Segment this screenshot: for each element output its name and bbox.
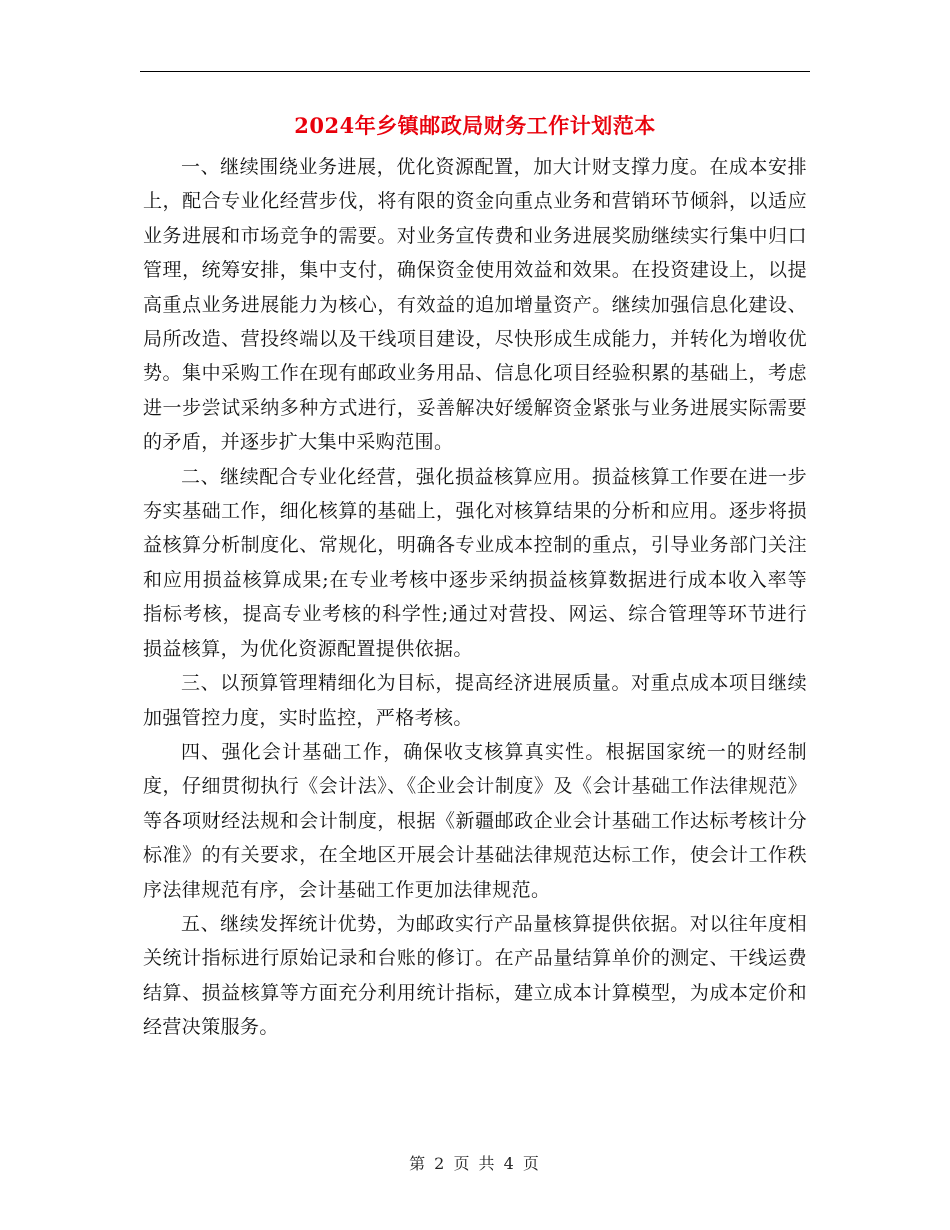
page-number: 第 2 页 共 4 页 xyxy=(409,1154,541,1173)
paragraph-4: 四、强化会计基础工作，确保收支核算真实性。根据国家统一的财经制度，仔细贯彻执行《会计法》、《企业会计制度》及《会计基础工作法律规范》等各项财经法规和会计制度，根据《新疆邮政企业会计基础工作达标考核计分标准》的有关要求，在全地区开展会计基础法律规范达标工作，使会计工作秩序法律规范有序，会计基础工作更加法律规范。 xyxy=(143,740,807,901)
paragraph-5: 五、继续发挥统计优势，为邮政实行产品量核算提供依据。对以往年度相关统计指标进行原始记录和台账的修订。在产品量结算单价的测定、干线运费结算、损益核算等方面充分利用统计指标，建立成本计算模型，为成本定价和经营决策服务。 xyxy=(143,912,807,1039)
paragraph-1: 一、继续围绕业务进展，优化资源配置，加大计财支撑力度。在成本安排上，配合专业化经营步伐，将有限的资金向重点业务和营销环节倾斜，以适应业务进展和市场竞争的需要。对业务宣传费和业务进展奖励继续实行集中归口管理，统筹安排，集中支付，确保资金使用效益和效果。在投资建设上，以提高重点业务进展能力为核心，有效益的追加增量资产。继续加强信息化建设、局所改造、营投终端以及干线项目建设，尽快形成生成能力，并转化为增收优势。集中采购工作在现有邮政业务用品、信息化项目经验积累的基础上，考虑进一步尝试采纳多种方式进行，妥善解决好缓解资金紧张与业务进展实际需要的矛盾，并逐步扩大集中采购范围。 xyxy=(143,156,807,454)
document-title: 2024年乡镇邮政局财务工作计划范本 xyxy=(294,113,656,138)
header-rule xyxy=(140,71,810,72)
document-body xyxy=(143,150,807,1045)
paragraph-2: 二、继续配合专业化经营，强化损益核算应用。损益核算工作要在进一步夯实基础工作，细化核算的基础上，强化对核算结果的分析和应用。逐步将损益核算分析制度化、常规化，明确各专业成本控制的重点，引导业务部门关注和应用损益核算成果;在专业考核中逐步采纳损益核算数据进行成本收入率等指标考核，提高专业考核的科学性;通过对营投、网运、综合管理等环节进行损益核算，为优化资源配置提供依据。 xyxy=(143,465,807,660)
paragraph-3: 三、以预算管理精细化为目标，提高经济进展质量。对重点成本项目继续加强管控力度，实时监控，严格考核。 xyxy=(143,672,807,729)
